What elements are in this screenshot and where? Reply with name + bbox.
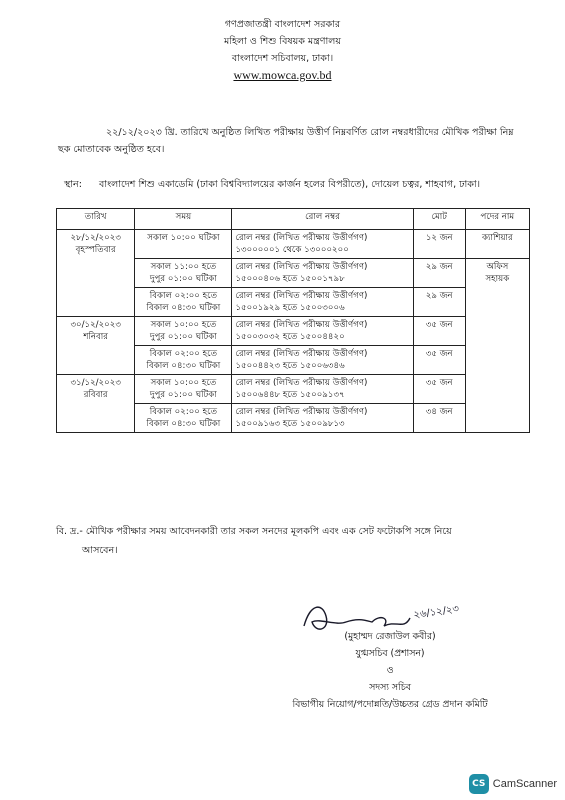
day-value: শনিবার — [83, 332, 109, 342]
total-cell: ৩৫ জন — [413, 375, 465, 404]
roll-label: রোল নম্বর (লিখিত পরীক্ষায় উত্তীর্ণগণ) — [235, 291, 368, 301]
camscanner-watermark — [469, 774, 557, 794]
total-cell: ২৯ জন — [413, 288, 465, 317]
intro-paragraph: ২২/১২/২০২৩ খ্রি. তারিখে অনুষ্ঠিত লিখিত পরীক্ষায় উত্তীর্ণ নিম্নবর্ণিত রোল নম্বরধারীদের মৌখিক পরীক্ষা নিম্ন ছক মোতাবেক অনুষ্ঠিত হবে। — [58, 127, 514, 155]
header-roll: রোল নম্বর — [232, 209, 413, 230]
time-end: দুপুর ০১:০০ ঘটিকা — [150, 390, 217, 400]
committee-name: বিভাগীয় নিয়োগ/পদোন্নতি/উচ্চতর গ্রেড প্রদান কমিটি — [292, 699, 488, 710]
website-link[interactable]: www.mowca.gov.bd — [233, 68, 332, 82]
table-row — [57, 317, 530, 346]
svg-text:২৬/১২/২৩: ২৬/১২/২৩ — [412, 603, 460, 621]
table-row — [57, 230, 530, 259]
time-start: সকাল ১১:০০ হতে — [150, 262, 217, 272]
letterhead — [0, 16, 565, 84]
day-value: রবিবার — [83, 390, 108, 400]
time-cell — [135, 375, 232, 404]
roll-label: রোল নম্বর (লিখিত পরীক্ষায় উত্তীর্ণগণ) — [235, 378, 368, 388]
roll-cell — [232, 404, 413, 433]
signatory-block — [240, 628, 540, 713]
roll-label: রোল নম্বর (লিখিত পরীক্ষায় উত্তীর্ণগণ) — [235, 349, 368, 359]
post-cell-cashier: ক্যাশিয়ার — [465, 230, 529, 259]
camscanner-logo-icon: CS — [469, 774, 489, 794]
date-value: ৩০/১২/২০২৩ — [70, 320, 121, 330]
signatory-name: (মুহাম্মদ রেজাউল কবীর) — [344, 631, 436, 642]
interview-schedule-table — [56, 208, 530, 433]
roll-cell — [232, 317, 413, 346]
post-cell-office-assistant — [465, 259, 529, 433]
govt-name: গণপ্রজাতন্ত্রী বাংলাদেশ সরকার — [224, 19, 341, 30]
note-line: আসবেন। — [82, 545, 118, 556]
date-value: ৩১/১২/২০২৩ — [70, 378, 121, 388]
ministry-name: মহিলা ও শিশু বিষয়ক মন্ত্রণালয় — [224, 36, 341, 47]
roll-label: রোল নম্বর (লিখিত পরীক্ষায় উত্তীর্ণগণ) — [235, 320, 368, 330]
time-cell — [135, 346, 232, 375]
venue-label: স্থান: — [64, 179, 82, 190]
date-cell — [57, 375, 135, 433]
roll-label: রোল নম্বর (লিখিত পরীক্ষায় উত্তীর্ণগণ) — [235, 407, 368, 417]
time-end: দুপুর ০১:০০ ঘটিকা — [150, 274, 217, 284]
roll-range: ১৫০০৪৪২৩ হতে ১৫০০৬৩৪৬ — [235, 361, 345, 371]
roll-range: ১৫০০৬৪৪৮ হতে ১৫০০৯১৩৭ — [235, 390, 345, 400]
time-cell — [135, 317, 232, 346]
total-cell: ৩৫ জন — [413, 317, 465, 346]
time-start: বিকাল ০২:০০ হতে — [149, 291, 218, 301]
date-cell — [57, 317, 135, 375]
roll-range: ১৩০০০০০১ থেকে ১৩০০০২০০ — [235, 245, 349, 255]
time-cell — [135, 230, 232, 259]
total-cell: ১২ জন — [413, 230, 465, 259]
time-start: সকাল ১০:০০ হতে — [150, 378, 217, 388]
roll-range: ১৫০০১৯২৯ হতে ১৫০০৩০০৬ — [235, 303, 345, 313]
roll-cell — [232, 346, 413, 375]
time-end: দুপুর ০১:০০ ঘটিকা — [150, 332, 217, 342]
table-row — [57, 375, 530, 404]
camscanner-text: CamScanner — [492, 778, 557, 790]
time-end: বিকাল ০৪:৩০ ঘটিকা — [146, 361, 221, 371]
header-post: পদের নাম — [465, 209, 529, 230]
total-cell: ২৯ জন — [413, 259, 465, 288]
roll-label: রোল নম্বর (লিখিত পরীক্ষায় উত্তীর্ণগণ) — [235, 262, 368, 272]
date-cell — [57, 230, 135, 317]
roll-label: রোল নম্বর (লিখিত পরীক্ষায় উত্তীর্ণগণ) — [235, 233, 368, 243]
time-cell — [135, 404, 232, 433]
roll-cell — [232, 288, 413, 317]
note-paragraph — [56, 522, 536, 560]
header-total: মোট — [413, 209, 465, 230]
time-cell — [135, 259, 232, 288]
total-cell: ৩৫ জন — [413, 346, 465, 375]
roll-range: ১৫০০৯১৬৩ হতে ১৫০০৯৮১৩ — [235, 419, 345, 429]
post-line: অফিস — [486, 262, 509, 272]
day-value: বৃহস্পতিবার — [75, 245, 116, 255]
roll-range: ১৫০০০৪০৬ হতে ১৫০০১৭৯৮ — [235, 274, 345, 284]
header-date: তারিখ — [57, 209, 135, 230]
time-start: বিকাল ০২:০০ হতে — [149, 407, 218, 417]
signatory-role: সদস্য সচিব — [369, 682, 411, 693]
venue-text: বাংলাদেশ শিশু একাডেমি (ঢাকা বিশ্ববিদ্যালয়ের কার্জন হলের বিপরীতে), দোয়েল চত্বর, শাহবাগ, ঢাকা। — [99, 179, 481, 190]
conjunction: ও — [386, 665, 394, 676]
roll-range: ১৫০০৩০৩২ হতে ১৫০০৪৪২০ — [235, 332, 345, 342]
note-line: বি. দ্র.- মৌখিক পরীক্ষার সময় আবেদনকারী তার সকল সনদের মূলকপি এবং এক সেট ফটোকপি সঙ্গে নিয়ে — [56, 526, 452, 537]
table-header-row — [57, 209, 530, 230]
time-start: বিকাল ০২:০০ হতে — [149, 349, 218, 359]
time-end: বিকাল ০৪:৩০ ঘটিকা — [146, 419, 221, 429]
time-start: সকাল ১০:০০ হতে — [150, 320, 217, 330]
roll-cell — [232, 259, 413, 288]
total-cell: ৩৪ জন — [413, 404, 465, 433]
time-end: বিকাল ০৪:৩০ ঘটিকা — [146, 303, 221, 313]
office-address: বাংলাদেশ সচিবালয়, ঢাকা। — [231, 53, 334, 64]
roll-cell — [232, 375, 413, 404]
roll-cell — [232, 230, 413, 259]
time-start: সকাল ১০:০০ ঘটিকা — [147, 233, 220, 243]
header-time: সময় — [135, 209, 232, 230]
venue-line — [64, 178, 534, 193]
date-value: ২৮/১২/২০২৩ — [70, 233, 121, 243]
post-line: সহায়ক — [485, 274, 510, 284]
signatory-designation: যুগ্মসচিব (প্রশাসন) — [355, 648, 425, 659]
time-cell — [135, 288, 232, 317]
